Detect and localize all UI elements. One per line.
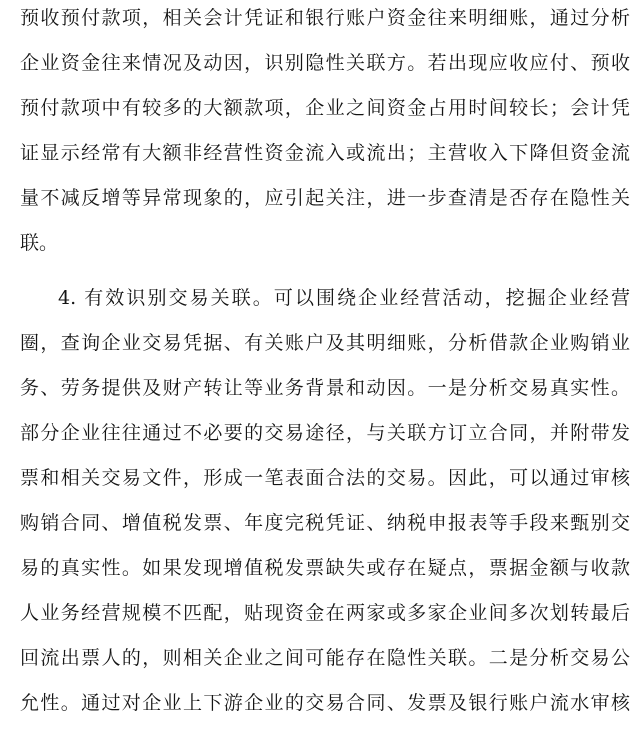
text-line: 预付款项中有较多的大额款项，企业之间资金占用时间较长；会计凭 bbox=[20, 97, 630, 119]
text-line: 联。 bbox=[20, 232, 59, 254]
text-line: 圈，查询企业交易凭据、有关账户及其明细账，分析借款企业购销业 bbox=[20, 332, 630, 354]
text-line: 务、劳务提供及财产转让等业务背景和动因。一是分析交易真实性。 bbox=[20, 377, 630, 399]
text-line: 证显示经常有大额非经营性资金流入或流出；主营收入下降但资金流 bbox=[20, 142, 630, 164]
text-line: 量不减反增等异常现象的，应引起关注，进一步查清是否存在隐性关 bbox=[20, 187, 630, 209]
text-line: 票和相关交易文件，形成一笔表面合法的交易。因此，可以通过审核 bbox=[20, 467, 630, 489]
text-line: 允性。通过对企业上下游企业的交易合同、发票及银行账户流水审核 bbox=[20, 692, 630, 714]
text-line: 回流出票人的，则相关企业之间可能存在隐性关联。二是分析交易公 bbox=[20, 647, 630, 669]
text-line: 部分企业往往通过不必要的交易途径，与关联方订立合同，并附带发 bbox=[20, 422, 630, 444]
paragraph-heading-line: 4. 有效识别交易关联。可以围绕企业经营活动，挖掘企业经营 bbox=[58, 287, 630, 309]
text-line: 企业资金往来情况及动因，识别隐性关联方。若出现应收应付、预收 bbox=[20, 52, 630, 74]
text-line: 购销合同、增值税发票、年度完税凭证、纳税申报表等手段来甄别交 bbox=[20, 512, 630, 534]
text-line: 易的真实性。如果发现增值税发票缺失或存在疑点，票据金额与收款 bbox=[20, 557, 630, 579]
text-line: 人业务经营规模不匹配，贴现资金在两家或多家企业间多次划转最后 bbox=[20, 602, 630, 624]
text-line: 预收预付款项，相关会计凭证和银行账户资金往来明细账，通过分析 bbox=[20, 7, 630, 29]
